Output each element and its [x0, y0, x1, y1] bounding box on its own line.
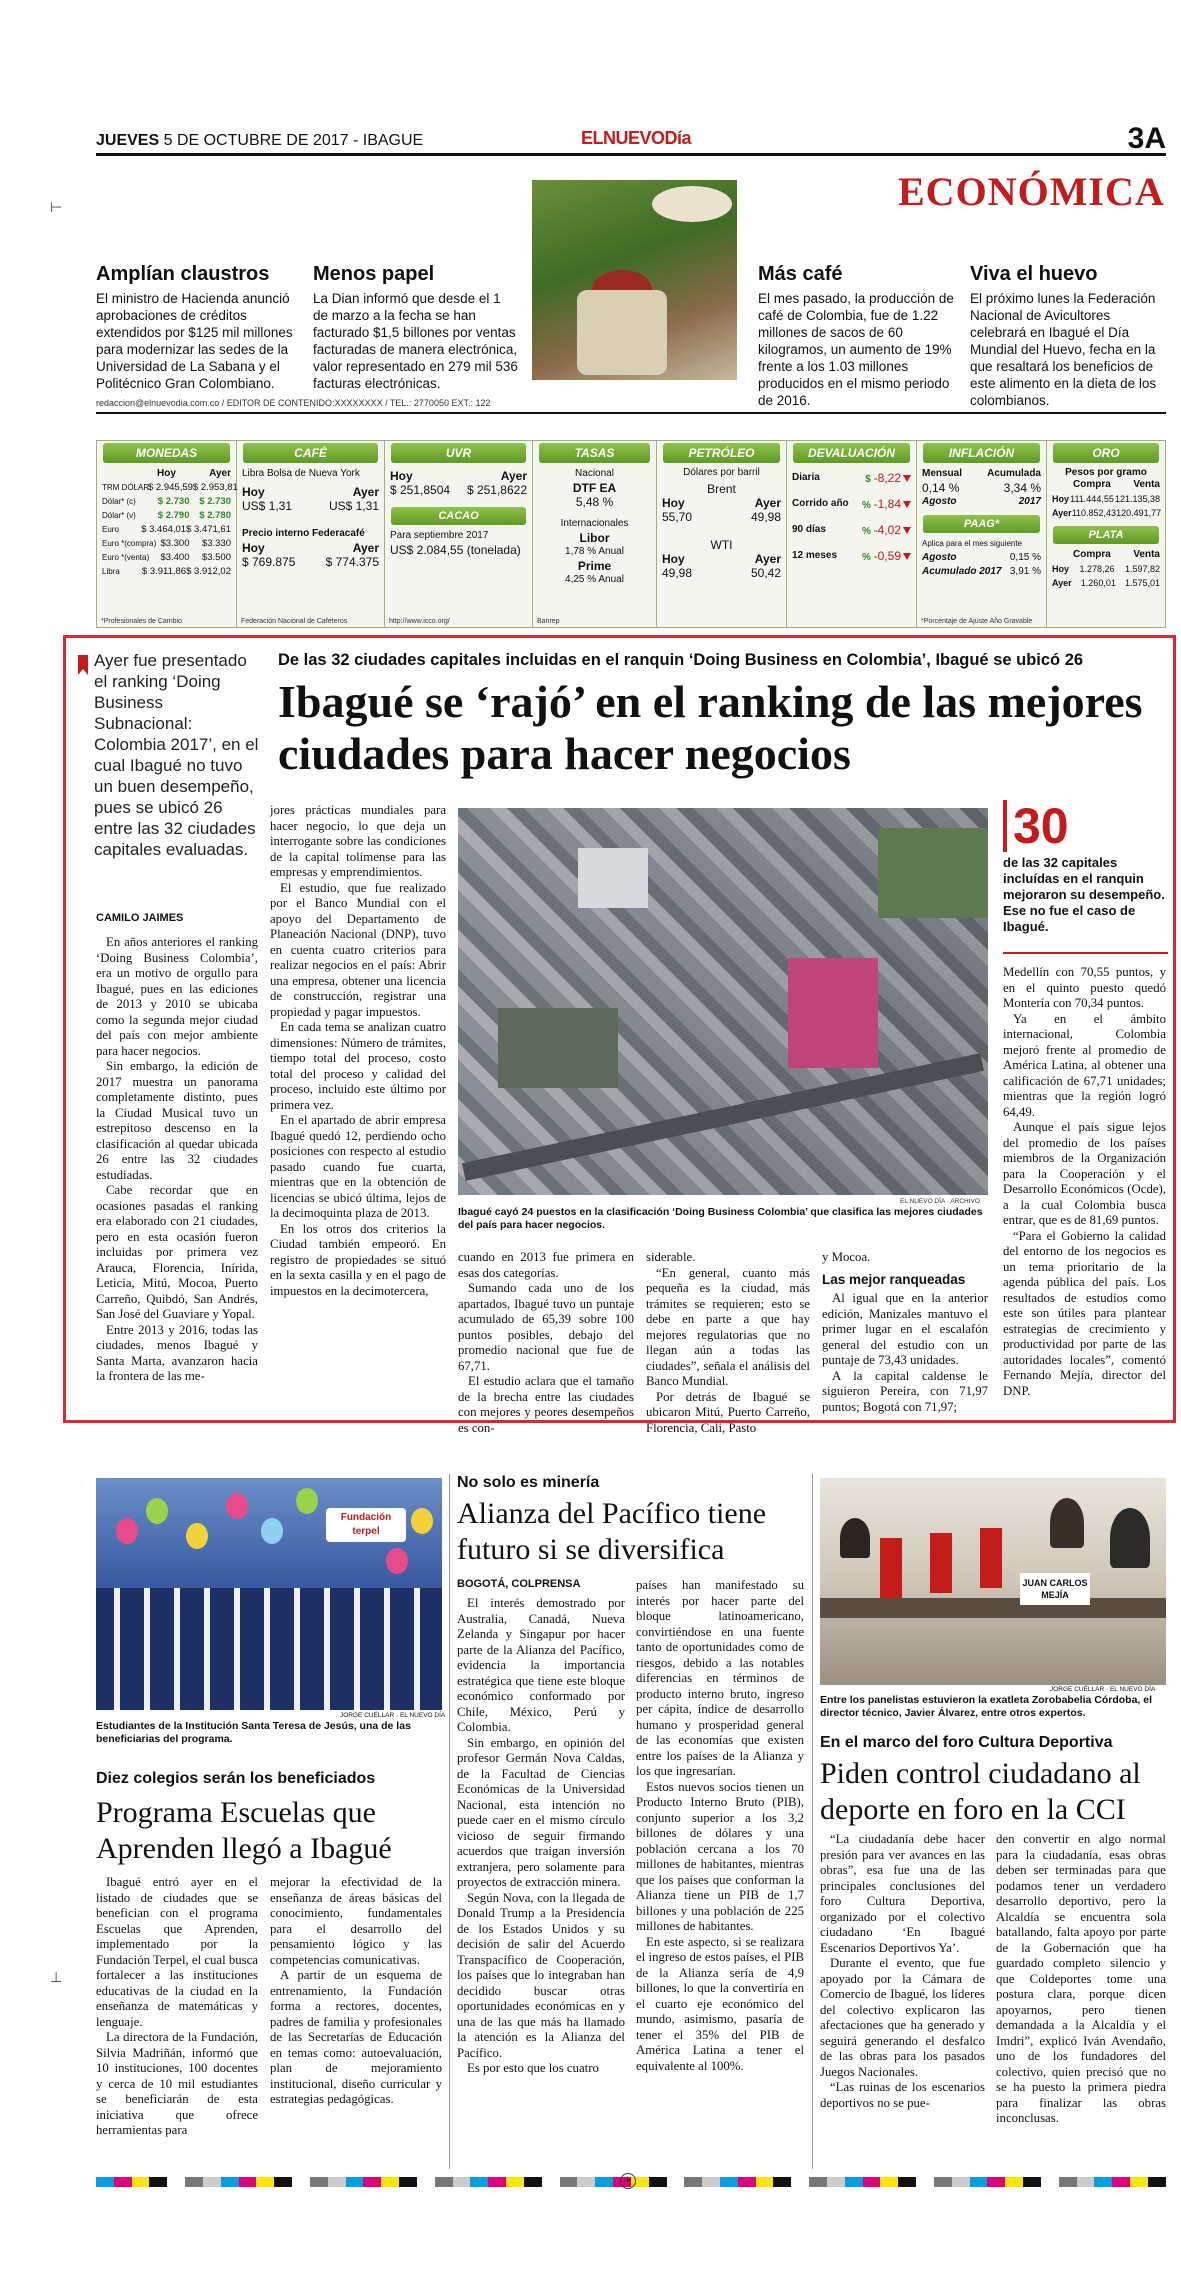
- value: Acumulado 2017: [922, 566, 1002, 577]
- value: US$ 1,31: [328, 499, 379, 513]
- col-head: Ayer: [500, 469, 527, 483]
- market-subtitle: CACAO: [391, 507, 526, 525]
- market-petroleo: [657, 441, 787, 627]
- market-line: Libra Bolsa de Nueva York: [242, 468, 360, 479]
- market-inflacion: [917, 441, 1047, 627]
- color-swatch: [1148, 2177, 1166, 2187]
- brief: [758, 262, 958, 409]
- photo-caption: Estudiantes de la Institución Santa Teresa de Jesús, una de las beneficiarias del programa.: [96, 1720, 411, 1745]
- value: Agosto: [922, 552, 957, 563]
- color-swatch: [292, 2177, 310, 2187]
- col-head: Acumulada: [987, 468, 1041, 479]
- article-headline: Alianza del Pacífico tiene futuro si se diversifica: [457, 1497, 767, 1566]
- col-head: Ayer: [352, 541, 379, 555]
- color-swatch: [880, 2177, 898, 2187]
- color-swatch: [720, 2177, 738, 2187]
- value: $ 774.375: [325, 555, 379, 569]
- row-label: Dólar* (c): [102, 497, 136, 506]
- article-column: [1003, 965, 1166, 1415]
- market-line: Nacional: [575, 468, 614, 479]
- article-column: [457, 1596, 625, 2170]
- paragraph: mejorar la efectividad de la enseñanza de áreas básicas del conocimiento, fundamentales para el desarrollo del pensamiento lógico y las competencias comunicativas.: [270, 1875, 442, 1967]
- row-label: Euro *(compra): [102, 539, 157, 548]
- col-head: Compra: [1073, 549, 1111, 560]
- newspaper-logo: ELNUEVODía: [581, 128, 692, 148]
- color-swatch: [560, 2177, 578, 2187]
- color-swatch: [649, 2177, 667, 2187]
- col-head: Hoy: [242, 485, 265, 499]
- brief-title: Más café: [758, 263, 843, 285]
- color-swatch: [256, 2177, 274, 2187]
- divider: [1003, 952, 1168, 954]
- paragraph: jores prácticas mundiales para hacer negocio, lo que deja un interrogante sobre las condiciones de la capital tolimense para las empresas y emprendimientos.: [270, 803, 446, 879]
- color-swatch: [542, 2177, 560, 2187]
- down-arrow-icon: [903, 553, 911, 560]
- color-swatch: [702, 2177, 720, 2187]
- col-head: Hoy: [157, 468, 176, 479]
- paragraph: A partir de un esquema de entrenamiento, la Fundación forma a rectores, docentes, padres de familia y profesionales de las Secretarías de Educación en temas como: autoevaluación, plan de mejoramiento institucional, diseño curricular y estrategias pedagógicas.: [270, 1968, 442, 2106]
- article-column: [820, 1832, 985, 2170]
- paragraph: “Para el Gobierno la calidad del entorno de los negocios es un tema prioritario de la agenda pública del país. Los resultados de estudios como este son útiles para plantear estrategias de crecimiento y productividad por parte de las autoridades locales”, comentó Fernando Mejía, director del DNP.: [1003, 1228, 1166, 1398]
- article-column: [996, 1832, 1166, 2170]
- market-line: Precio interno Federacafé: [242, 528, 365, 539]
- paragraph: “Las ruinas de los escenarios deportivos no se pue-: [820, 2080, 985, 2110]
- market-line: Brent: [707, 482, 736, 496]
- paragraph: Sin embargo, en opinión del profesor Germán Nova Caldas, de la Facultad de Ciencias Económicas de la Universidad Nacional, esta intención no puede caer en el mismo círculo vicioso de seguir firmando acuerdos que traigan inversión extranjera, pero solamente para proyectos de extracción minera.: [457, 1735, 625, 1889]
- paragraph: La directora de la Fundación, Silvia Madriñán, informó que 10 instituciones, 100 docentes y cerca de 10 mil estudiantes se beneficiarán de esta iniciativa que ofrece herramientas para: [96, 2030, 258, 2137]
- market-line: DTF EA: [572, 481, 617, 495]
- photo-caption: Entre los panelistas estuvieron la exatleta Zorobabelia Córdoba, el director técnico, Javier Álvarez, entre otros expertos.: [820, 1694, 1153, 1719]
- byline: BOGOTÁ, COLPRENSA: [457, 1578, 581, 1590]
- value: $ 251,8622: [466, 483, 527, 497]
- row-label: Dólar* (v): [102, 511, 136, 520]
- table-row: [97, 551, 236, 565]
- brief: [313, 262, 518, 392]
- color-swatch: [863, 2177, 881, 2187]
- color-swatch: [987, 2177, 1005, 2187]
- column-rule: [812, 1474, 813, 2169]
- value: 1.278,26: [1079, 564, 1115, 574]
- value: 4,25 % Anual: [565, 574, 624, 585]
- color-swatch: [524, 2177, 542, 2187]
- color-swatch: [809, 2177, 827, 2187]
- row-label: Hoy: [1052, 564, 1070, 574]
- color-swatch: [773, 2177, 791, 2187]
- value: $3.400: [160, 552, 190, 563]
- col-head: Ayer: [754, 496, 781, 510]
- article-column: [270, 1875, 442, 2170]
- row-label: Diaria: [792, 472, 820, 483]
- color-swatch: [185, 2177, 203, 2187]
- color-swatch: [149, 2177, 167, 2187]
- paragraph: Según Nova, con la llegada de Donald Trump a la Presidencia de los Estados Unidos y su decisión de salir del Acuerdo Transpacífico de Cooperación, los países que lo integraban han decidido buscar otras oportunidades económicas en y una de las que más ha llamado la atención es la Alianza del Pacífico.: [457, 1890, 625, 2060]
- brief-title: Amplían claustros: [96, 263, 270, 285]
- col-head: Venta: [1133, 479, 1160, 490]
- color-swatch: [1112, 2177, 1130, 2187]
- table-row: [787, 549, 916, 565]
- market-tasas: [533, 441, 657, 627]
- column-rule: [449, 1474, 450, 2169]
- col-head: Mensual: [922, 468, 963, 479]
- value: 49,98: [662, 566, 693, 580]
- value: 0,14 %: [922, 481, 960, 495]
- paragraph: En el apartado de abrir empresa Ibagué quedó 12, perdiendo ocho posiciones con respecto al estudio pasado cuando fue cuarta, mientras que en la obtención de licencias se ubicó última, lejos de la decimoquinta plaza de 2013.: [270, 1113, 446, 1220]
- col-head: Ayer: [754, 552, 781, 566]
- color-swatch: [1130, 2177, 1148, 2187]
- color-swatch: [952, 2177, 970, 2187]
- paragraph: Al igual que en la anterior edición, Manizales mantuvo el primer lugar en el escalafón general del estudio con un puntaje de 73,43 unidades.: [822, 1291, 988, 1367]
- value: 49,98: [750, 510, 781, 524]
- market-line: Aplica para el mes siguiente: [922, 539, 1023, 548]
- row-label: Ayer: [1052, 508, 1072, 518]
- color-swatch: [1041, 2177, 1059, 2187]
- color-swatch: [239, 2177, 257, 2187]
- market-title: DEVALUACIÓN: [793, 443, 910, 463]
- market-footnote: Federación Nacional de Cafeteros: [241, 618, 348, 625]
- brief: [96, 262, 296, 392]
- market-footnote: http://www.icco.org/: [389, 618, 450, 625]
- value: $ 2.780: [199, 510, 231, 521]
- contact-line: redaccion@elnuevodia.com.co / EDITOR DE CONTENIDO:XXXXXXXX / TEL.: 2770050 EXT.: 122: [96, 398, 491, 408]
- unit: %: [861, 526, 871, 537]
- col-head: Hoy: [662, 552, 685, 566]
- row-label: Corrido año: [792, 498, 849, 509]
- value: 1.575,01: [1124, 578, 1160, 588]
- students-photo: [96, 1478, 442, 1710]
- market-title: ORO: [1053, 443, 1159, 463]
- market-line: Libor: [579, 531, 610, 545]
- down-arrow-icon: [903, 501, 911, 508]
- paragraph: Ya en el ámbito internacional, Colombia mejoró frente al promedio de América Latina, al obtener una calificación de 67,71 unidades; mientras que la región logró 64,49.: [1003, 1011, 1166, 1119]
- paragraph: A la capital caldense le siguieron Pereira, con 71,97 puntos; Bogotá con 71,97;: [822, 1368, 988, 1414]
- article-column: [458, 1250, 634, 1435]
- col-head: Ayer: [352, 485, 379, 499]
- color-swatch: [1059, 2177, 1077, 2187]
- table-row: [97, 537, 236, 551]
- paragraph: El estudio aclara que el tamaño de la brecha entre las ciudades con mejores y peores desempeños es con-: [458, 1374, 634, 1435]
- value: 55,70: [662, 510, 693, 524]
- color-swatch: [577, 2177, 595, 2187]
- value: -1,84: [873, 497, 901, 511]
- paragraph: Cabe recordar que en ocasiones pasadas el ranking era elaborado con 21 ciudades, pero en esta ocasión fueron incluidas por primera vez Arauca, Florencia, Inírida, Leticia, Mitú, Mocoa, Puerto Carreño, Quibdó, San Andrés, San José del Guaviare y Yopal.: [96, 1183, 258, 1321]
- article-column: [96, 1875, 258, 2170]
- color-swatch: [934, 2177, 952, 2187]
- article-kicker: De las 32 ciudades capitales incluidas en el ranquin ‘Doing Business en Colombia’, Ibagué se ubicó 26: [278, 651, 1084, 669]
- table-row: [787, 523, 916, 539]
- row-label: TRM DÓLAR: [102, 483, 150, 492]
- unit: %: [861, 500, 871, 511]
- color-swatch: [346, 2177, 364, 2187]
- market-uvr: [385, 441, 533, 627]
- value: 3,91 %: [1009, 566, 1041, 577]
- market-line: Internacionales: [560, 518, 629, 529]
- paragraph: siderable.: [646, 1250, 696, 1264]
- col-head: Ayer: [209, 468, 231, 479]
- value: 2017: [1018, 496, 1041, 507]
- terpel-banner: Fundación terpel: [326, 1508, 406, 1542]
- paragraph: Medellín con 70,55 puntos, y en el quinto puesto quedó Montería con 70,34 puntos.: [1003, 965, 1166, 1010]
- market-footnote: *Porcentaje de Ajuste Año Gravable: [921, 618, 1033, 625]
- unit: $: [865, 474, 871, 485]
- name-sign: JUAN CARLOS MEJÍA: [1020, 1573, 1090, 1605]
- paragraph: “La ciudadanía debe hacer presión para ver avances en las obras”, esa fue una de las principales conclusiones del foro Cultura Deportiva, organizado por el colectivo ciudadano ‘En Ibagué Escenarios Deportivos Ya’.: [820, 1832, 985, 1955]
- value: 0,15 %: [1009, 552, 1041, 563]
- column-body: [822, 1291, 988, 1415]
- table-row: [97, 523, 236, 537]
- article-column: [646, 1250, 810, 1435]
- value: $ 769.875: [242, 555, 296, 569]
- market-cafe: [237, 441, 385, 627]
- color-swatch: [1077, 2177, 1095, 2187]
- color-swatch: [684, 2177, 702, 2187]
- down-arrow-icon: [903, 475, 911, 482]
- color-swatch: [435, 2177, 453, 2187]
- paragraph: Durante el evento, que fue apoyado por la Cámara de Comercio de Ibagué, los líderes del colectivo explicaron las afectaciones que ha generado y seguirá generando el desfalco de las obras para los pasados Juegos Nacionales.: [820, 1956, 985, 2079]
- value: 50,42: [750, 566, 781, 580]
- value: $3.330: [201, 538, 231, 549]
- market-oro: [1047, 441, 1165, 627]
- color-swatch: [274, 2177, 292, 2187]
- paragraph: Sumando cada uno de los apartados, Ibagué tuvo un puntaje acumulado de 65,39 sobre 100 puntos posibles, debajo del promedio nacional que fue de 67,71.: [458, 1281, 634, 1373]
- table-row: [97, 509, 236, 523]
- color-swatch: [756, 2177, 774, 2187]
- table-row: [787, 497, 916, 513]
- value: 5,48 %: [575, 495, 614, 509]
- stat-number: 30: [1003, 800, 1069, 852]
- market-monedas: [97, 441, 237, 627]
- value: 1.597,82: [1124, 564, 1160, 574]
- paragraph: En los otros dos criterios la Ciudad también empeoró. En registro de propiedades se situó en la sexta casilla y en el pago de impuestos en la decimotercera,: [270, 1221, 446, 1298]
- paragraph: En años anteriores el ranking ‘Doing Business Colombia’, era un motivo de orgullo para Ibagué, pues en las ediciones de 2013 y 2010 se ubicaba como la segunda mejor ciudad del país con mejor ambiente para hacer negocios.: [96, 935, 258, 1058]
- color-swatch: [132, 2177, 150, 2187]
- brief-text: El ministro de Hacienda anunció aprobaciones de créditos extendidos por $125 mil millones para modernizar las sedes de la Universidad de La Sabana y el Politécnico Gran Colombiano.: [96, 291, 293, 391]
- article-column: [822, 1250, 988, 1415]
- market-title: INFLACIÓN: [923, 443, 1040, 463]
- value: $ 2.730: [157, 496, 190, 507]
- value: $ 3.912,02: [186, 566, 231, 577]
- value: $3.500: [201, 552, 231, 563]
- brief-title: Menos papel: [313, 263, 435, 285]
- paragraph: cuando en 2013 fue primera en esas dos categorías.: [458, 1250, 634, 1280]
- section-title: ECONÓMICA: [898, 169, 1165, 214]
- brief-text: El próximo lunes la Federación Nacional de Avicultores celebrará en Ibagué el Día Mundial del Huevo, fecha en la que resaltará los beneficios de este alimento en la dieta de los colombianos.: [970, 291, 1157, 408]
- market-title: MONEDAS: [103, 443, 230, 463]
- value: $ 3.471,61: [186, 524, 231, 535]
- table-row: [97, 481, 236, 495]
- color-swatch: [328, 2177, 346, 2187]
- brief-title: Viva el huevo: [970, 263, 1098, 285]
- color-swatch: [595, 2177, 613, 2187]
- value: $ 3.464,01: [141, 524, 187, 535]
- divider: [96, 412, 1166, 414]
- paragraph: Es por esto que los cuatro: [467, 2061, 599, 2075]
- row-label: 12 meses: [792, 550, 838, 561]
- color-swatch: [114, 2177, 132, 2187]
- down-arrow-icon: [903, 527, 911, 534]
- table-row: [787, 471, 916, 487]
- color-swatch: [667, 2177, 685, 2187]
- value: US$ 1,31: [242, 499, 293, 513]
- color-swatch: [827, 2177, 845, 2187]
- article-column: [96, 935, 258, 1415]
- value: $ 2.953,81: [192, 482, 238, 493]
- market-footnote: Banrep: [537, 618, 560, 625]
- value: 1,78 % Anual: [565, 546, 624, 557]
- value: $ 3.911,86: [141, 566, 187, 577]
- color-swatch: [1094, 2177, 1112, 2187]
- row-label: 90 días: [792, 524, 826, 535]
- market-line: Dólares por barril: [683, 467, 760, 478]
- brief-text: El mes pasado, la producción de café de Colombia, fue de 1.22 millones de sacos de 60 kilogramos, un aumento de 19% frente a los 1.03 millones producidos en el mismo periodo de 2016.: [758, 291, 954, 408]
- value: Agosto: [922, 496, 957, 507]
- photo-credit: JORGE CUÉLLAR · EL NUEVO DÍA: [1050, 1686, 1156, 1693]
- value: 111.444,55: [1070, 494, 1114, 504]
- color-swatch: [381, 2177, 399, 2187]
- color-swatch: [310, 2177, 328, 2187]
- color-swatch: [96, 2177, 114, 2187]
- color-swatch: [470, 2177, 488, 2187]
- market-line: WTI: [710, 538, 733, 552]
- subheading: Las mejor ranqueadas: [822, 1271, 966, 1287]
- paragraph: Ibagué entró ayer en el listado de ciudades que se benefician con el programa Escuelas que Aprenden, implementado por la Fundación Terpel, el cual busca fortalecer a las instituciones educativas de la ciudad en la enseñanza de matemáticas y lenguaje.: [96, 1875, 258, 2029]
- color-swatch: [845, 2177, 863, 2187]
- row-label: Euro *(venta): [102, 553, 150, 562]
- color-swatch: [221, 2177, 239, 2187]
- crop-mark: ⊥: [50, 1970, 63, 1986]
- color-swatch: [791, 2177, 809, 2187]
- brief-text: La Dian informó que desde el 1 de marzo a la fecha se han facturado $1,5 billones por ventas facturadas de manera electrónica, valor representado en 279 mil 536 facturas electrónicas.: [313, 291, 518, 391]
- col-head: Hoy: [390, 469, 413, 483]
- value: $ 2.730: [199, 496, 231, 507]
- stat-text: de las 32 capitales incluídas en el ranquin mejoraron su desempeño. Ese no fue el caso de Ibagué.: [1003, 855, 1165, 934]
- value: -4,02: [873, 523, 901, 537]
- table-row: [97, 565, 236, 579]
- paragraph: En este aspecto, si se realizara el ingreso de estos países, el PIB de la Alianza sería de 4,9 billones, lo que la convertiría en el cuarto eje económico del mundo, asimismo, pasaría de tener el 35% del PIB de América Latina a tener el equivalente al 100%.: [636, 1934, 804, 2073]
- value: 1.260,01: [1080, 578, 1116, 588]
- photo-caption: Ibagué cayó 24 puestos en la clasificación ‘Doing Business Colombia’ que clasifica las mejores ciudades del país para hacer negocios.: [458, 1206, 983, 1231]
- col-head: Venta: [1133, 549, 1160, 560]
- byline: CAMILO JAIMES: [96, 912, 184, 924]
- color-swatch: [488, 2177, 506, 2187]
- row-label: Hoy: [1052, 494, 1070, 504]
- paragraph: Entre 2013 y 2016, todas las ciudades, menos Ibagué y Santa Marta, avanzaron hacia la frontera de las me-: [96, 1322, 258, 1383]
- market-subtitle: PLATA: [1053, 526, 1159, 544]
- value: $ 2.945,59: [148, 482, 193, 493]
- unit: %: [861, 552, 871, 563]
- article-headline: Piden control ciudadano al deporte en foro en la CCI: [820, 1757, 1141, 1826]
- market-title: CAFÉ: [243, 443, 378, 463]
- value: 110.852,43: [1071, 508, 1117, 518]
- value: $ 251,8504: [390, 483, 451, 497]
- article-headline: Ibagué se ‘rajó’ en el ranking de las mejores ciudades para hacer negocios: [278, 676, 1143, 779]
- paragraph: den convertir en algo normal para la ciudadanía, esas obras deben ser terminadas para que podamos tener un verdadero desarrollo deportivo, pero la Alcaldía se encuentra sola batallando, falta apoyo por parte de la Gobernación que ha guardado completo silencio y que Coldeportes tome una postura clara, porque dicen apoyarnos, pero tienen demandada a la Alcaldía y el Imdri”, explicó Iván Avendaño, uno de los fundadores del colectivo, quien precisó que no se ha puesto la primera piedra para finalizar las obras inconclusas.: [996, 1832, 1166, 2125]
- market-title: PETRÓLEO: [663, 443, 780, 463]
- row-label: Ayer: [1052, 578, 1072, 588]
- value: $3.300: [160, 538, 190, 549]
- table-row: [97, 495, 236, 509]
- page-header: [96, 122, 1166, 156]
- market-line: Prime: [577, 559, 612, 573]
- value: 120.491,77: [1116, 508, 1162, 518]
- market-line: Para septiembre 2017: [390, 530, 489, 541]
- color-swatch: [1023, 2177, 1041, 2187]
- header-date: JUEVES 5 DE OCTUBRE DE 2017 - IBAGUE: [96, 132, 424, 149]
- color-swatch: [898, 2177, 916, 2187]
- paragraph: y Mocoa.: [822, 1250, 871, 1264]
- color-swatch: [970, 2177, 988, 2187]
- paragraph: El estudio, que fue realizado por el Banco Mundial con el apoyo del Departamento de Planeación Nacional (DNP), tuvo en cuenta cuatro criterios para realizar negocios en el país: Abrir una empresa, obtener una licencia de construcción, registrar una propiedad y pagar impuestos.: [270, 880, 446, 1019]
- article-column: [636, 1578, 804, 2170]
- devaluacion-rows: [787, 471, 916, 565]
- city-aerial-photo: [458, 808, 988, 1195]
- paragraph: Aunque el país sigue lejos del promedio de los países miembros de la Organización para la Cooperación y el Desarrollo Económicos (Ocde), a la cual Colombia busca entrar, que es de 81,69 puntos.: [1003, 1120, 1166, 1227]
- markets-strip: [96, 440, 1166, 628]
- color-swatch: [363, 2177, 381, 2187]
- article-kicker: Diez colegios serán los beneficiados: [96, 1770, 376, 1787]
- market-line: Pesos por gramo: [1065, 467, 1147, 478]
- registration-mark-icon: +: [620, 2173, 636, 2189]
- value: 3,34 %: [1003, 481, 1041, 495]
- article-kicker: No solo es minería: [457, 1474, 600, 1491]
- value: US$ 2.084,55 (tonelada): [390, 543, 521, 557]
- row-label: Euro: [102, 525, 119, 534]
- color-swatch: [916, 2177, 934, 2187]
- paragraph: “En general, cuanto más pequeña es la ciudad, más trámites se requieren; esto se debe en parte a que hay mejores regulatorias que no llegan aún a todas las ciudades”, señala el análisis del Banco Mundial.: [646, 1265, 810, 1388]
- forum-photo: [820, 1478, 1166, 1685]
- paragraph: Estos nuevos socios tienen un Producto Interno Bruto (PIB), conjunto superior a los 3,2 billones de dólares y una población cercana a los 70 millones de habitantes, mientras que los países que conforman la Alianza tiene un PIB de 1,7 billones y una población de 225 millones de habitantes.: [636, 1779, 804, 1933]
- color-swatch: [453, 2177, 471, 2187]
- color-swatch: [167, 2177, 185, 2187]
- paragraph: Sin embargo, la edición de 2017 muestra un panorama completamente distinto, pues la Ciudad Musical tuvo un estrepitoso descenso en la clasificación al quedar ubicada 26 entre las 32 ciudades estudiadas.: [96, 1059, 258, 1182]
- value: -8,22: [873, 471, 901, 485]
- color-swatch: [1005, 2177, 1023, 2187]
- col-head: Compra: [1073, 479, 1111, 490]
- monedas-rows: [97, 481, 236, 579]
- paragraph: países han manifestado su interés por hacer parte del bloque latinoamericano, convirtiéndose en una fuente tanto de oportunidades como de riesgos, debido a las notables diferencias en términos de producto interno bruto, ingreso per cápita, índice de desarrollo humano y prosperidad general de las economías que existen entre los países de la Alianza y los que ingresarían.: [636, 1578, 804, 1778]
- value: 121.135,38: [1114, 494, 1160, 504]
- value: -0,59: [873, 549, 901, 563]
- col-head: Hoy: [662, 496, 685, 510]
- paragraph: Por detrás de Ibagué se ubicaron Mitú, Puerto Carreño, Florencia, Cali, Pasto: [646, 1389, 810, 1435]
- photo-credit: JORGE CUÉLLAR · EL NUEVO DÍA: [340, 1712, 446, 1719]
- color-swatch: [203, 2177, 221, 2187]
- col-head: Hoy: [242, 541, 265, 555]
- color-swatch: [506, 2177, 524, 2187]
- coffee-photo: [532, 180, 737, 380]
- crop-mark: ⊢: [50, 200, 63, 216]
- color-swatch: [738, 2177, 756, 2187]
- value: $ 2.790: [157, 510, 190, 521]
- photo-credit: EL NUEVO DÍA · ARCHIVO: [900, 1198, 980, 1205]
- page-number: 3A: [1127, 122, 1166, 155]
- row-label: Libra: [102, 567, 120, 576]
- color-swatch: [417, 2177, 435, 2187]
- article-kicker: En el marco del foro Cultura Deportiva: [820, 1734, 1113, 1751]
- brief: [970, 262, 1166, 409]
- paragraph: El interés demostrado por Australia, Canadá, Nueva Zelanda y Singapur por hacer parte de la Alianza del Pacífico, evidencia la importancia estratégica que tiene este bloque económico conformado por Chile, México, Perú y Colombia.: [457, 1596, 625, 1734]
- article-column: [270, 803, 446, 1415]
- market-title: UVR: [391, 443, 526, 463]
- article-headline: Programa Escuelas que Aprenden llegó a Ibagué: [96, 1796, 392, 1865]
- market-devaluacion: [787, 441, 917, 627]
- color-swatch: [399, 2177, 417, 2187]
- pullquote: Ayer fue presentado el ranking ‘Doing Business Subnacional: Colombia 2017’, en el cual Ibagué no tuvo un buen desempeño, pues se ubicó 26 entre las 32 ciudades capitales evaluadas.: [94, 651, 259, 859]
- market-subtitle: PAAG*: [923, 515, 1040, 533]
- paragraph: En cada tema se analizan cuatro dimensiones: Número de trámites, tiempo total del proceso, costo total del proceso y calidad del proceso, incluido este último por primera vez.: [270, 1020, 446, 1112]
- market-footnote: *Profesionales de Cambio: [101, 618, 182, 625]
- market-title: TASAS: [539, 443, 650, 463]
